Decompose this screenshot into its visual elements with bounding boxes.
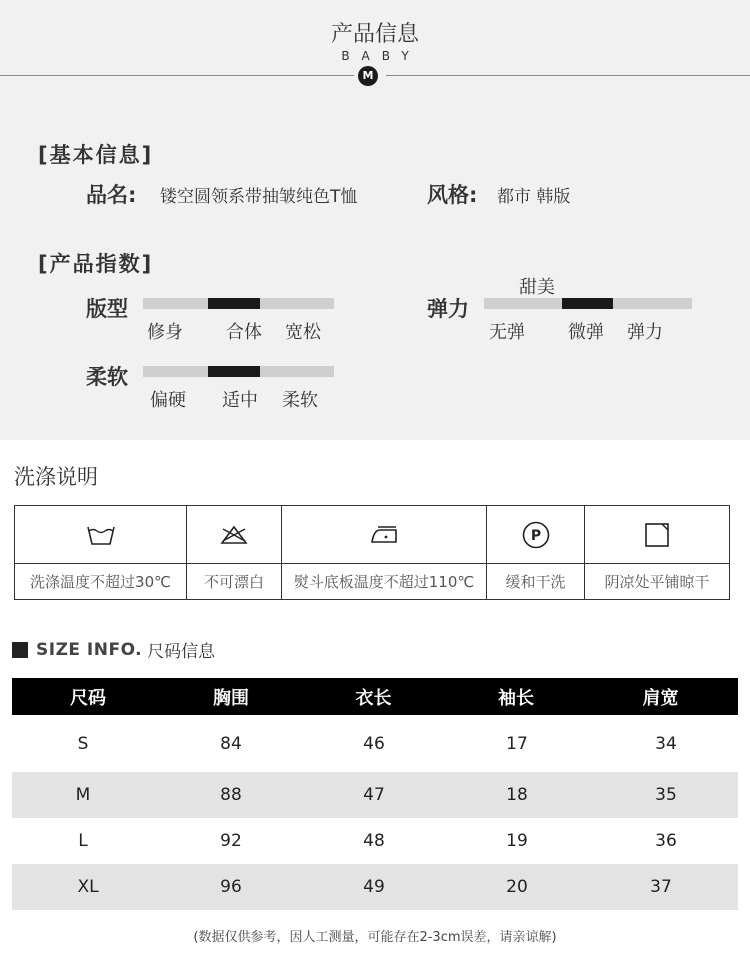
fit-scale-segment-selected: [208, 298, 260, 309]
basic-info-heading: [基本信息]: [38, 143, 154, 167]
table-cell: 48: [363, 831, 385, 851]
fit-option: 合体: [226, 322, 262, 343]
elastic-scale-segment: [484, 298, 562, 309]
table-cell: 96: [220, 877, 242, 897]
wash-item: [585, 506, 729, 599]
soft-option: 适中: [222, 390, 258, 411]
wash-item: [187, 506, 282, 599]
table-row: [12, 715, 738, 772]
soft-scale-segment: [143, 366, 208, 377]
elastic-option: 无弹: [489, 322, 525, 343]
table-cell: 18: [506, 785, 528, 805]
fit-scale-segment: [260, 298, 334, 309]
wash-table: [14, 505, 730, 600]
style-value: 都市 韩版: [497, 187, 571, 207]
divider-left: [0, 75, 354, 76]
product-info-section: [0, 0, 750, 440]
elastic-option: 弹力: [627, 322, 663, 343]
fit-scale-bar: [143, 298, 334, 309]
wash-item-text: 熨斗底板温度不超过110℃: [293, 573, 475, 591]
wash-tub-icon: [15, 506, 186, 564]
wash-item-text: 阴凉处平铺晾干: [604, 573, 710, 591]
soft-scale-segment: [260, 366, 334, 377]
table-cell: XL: [77, 877, 99, 897]
soft-option: 柔软: [282, 390, 318, 411]
name-label: 品名:: [86, 183, 137, 207]
wash-item: [487, 506, 585, 599]
table-cell: 47: [363, 785, 385, 805]
wash-title: 洗涤说明: [14, 465, 98, 489]
style-label: 风格:: [427, 183, 478, 207]
size-title-en: SIZE INFO.: [36, 639, 143, 660]
wash-item-text: 洗涤温度不超过30℃: [30, 573, 171, 591]
elastic-scale-bar: [484, 298, 692, 309]
index-heading: [产品指数]: [38, 252, 154, 276]
table-cell: 19: [506, 831, 528, 851]
table-row: [12, 772, 738, 818]
fit-option: 修身: [147, 322, 183, 343]
table-cell: 84: [220, 733, 242, 754]
wash-item: [15, 506, 187, 599]
table-cell: 17: [506, 733, 528, 754]
elastic-label: 弹力: [427, 297, 469, 321]
page-subtitle: BABY: [341, 49, 421, 63]
table-cell: S: [77, 733, 89, 754]
size-table: [12, 678, 738, 910]
size-column-header: 袖长: [498, 687, 534, 709]
size-column-header: 尺码: [70, 687, 106, 709]
soft-label: 柔软: [86, 365, 128, 389]
line-dry-shade-icon: [585, 506, 729, 564]
table-cell: 49: [363, 877, 385, 897]
name-value: 镂空圆领系带抽皱纯色T恤: [160, 187, 358, 207]
table-cell: 88: [220, 785, 242, 805]
table-cell: M: [75, 785, 91, 805]
table-cell: 20: [506, 877, 528, 897]
size-column-header: 肩宽: [642, 687, 679, 709]
fit-scale-segment: [143, 298, 208, 309]
table-row: [12, 818, 738, 864]
header-badge: M: [358, 66, 378, 86]
soft-scale-bar: [143, 366, 334, 377]
table-row: [12, 864, 738, 910]
no-bleach-icon: [187, 506, 281, 564]
table-cell: 36: [655, 831, 677, 851]
size-heading: [12, 637, 215, 662]
wash-item-text: 缓和干洗: [505, 573, 566, 591]
table-cell: 37: [650, 877, 672, 897]
square-bullet-icon: [12, 642, 28, 658]
soft-scale-segment-selected: [208, 366, 260, 377]
table-cell: 34: [655, 733, 677, 754]
elastic-option: 微弹: [568, 322, 604, 343]
fit-option: 宽松: [285, 322, 321, 343]
table-cell: 46: [363, 733, 385, 754]
page-title: 产品信息: [330, 22, 419, 47]
elastic-scale-segment-selected: [562, 298, 613, 309]
dry-clean-icon: [487, 506, 584, 564]
wash-item-text: 不可漂白: [203, 573, 264, 591]
fit-label: 版型: [86, 297, 128, 321]
elastic-extra-label: 甜美: [519, 277, 555, 298]
table-cell: L: [78, 831, 88, 851]
iron-icon: [282, 506, 486, 564]
table-cell: 92: [220, 831, 242, 851]
elastic-scale-segment: [613, 298, 692, 309]
wash-item: [282, 506, 487, 599]
measurement-note: (数据仅供参考，因人工测量，可能存在2-3cm误差，请亲谅解): [193, 930, 557, 945]
table-cell: 35: [655, 785, 677, 805]
soft-option: 偏硬: [150, 390, 186, 411]
size-column-header: 衣长: [355, 687, 392, 709]
size-table-header: [12, 678, 738, 715]
svg-text:P: P: [530, 527, 541, 544]
size-column-header: 胸围: [213, 687, 249, 709]
divider-right: [386, 75, 750, 76]
size-title-zh: 尺码信息: [147, 642, 216, 662]
